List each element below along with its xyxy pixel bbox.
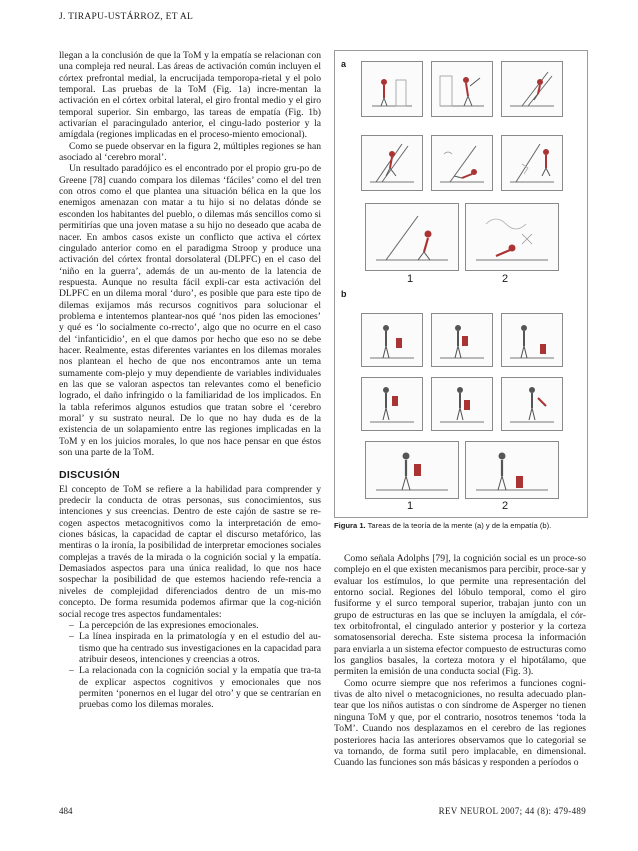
option-label-2: 2 <box>502 500 509 512</box>
page-number: 484 <box>59 806 73 816</box>
tom-answer-frame <box>365 203 459 271</box>
panel-label-b: b <box>341 289 347 299</box>
option-label-1: 1 <box>407 273 414 285</box>
body-paragraph: Un resultado paradójico es el encontrado por el propio gru-po de Greene [78] cuando compara los dilemas ‘fáciles’ como el del tren con otros como el que plantea una situación bélica en la que los enemigos amenazan con matar a tu hijo si no delatas dónde se esconden los habitantes del pueblo, o dilemas más sencillos como si permitirías que una joven matase a su hijo no deseado que acaba de nacer. En ambos casos existe un conflicto que activa el córtex cingulado anterior como en el paradigma Stroop y produce una activación del córtex frontal dorsolateral (DLPFC) en el caso del ‘niño en la guerra’, además de un au-mento de la latencia de respuesta. Aunque no resulta fácil expli-car esta activación del DLPFC en un dilema moral ‘duro’, es posible que para este tipo de dilemas exijamos más recursos cognitivos para solucionar el problema e intentemos plantear-nos qué ‘nos piden las emociones’ y qué es ‘lo socialmente co-rrecto’, algo que no ocurre en el caso del ‘infanticidio’, en el que damos por hecho que eso no se debe hacer. Realmente, estas diferentes variantes en los dilemas morales nos plantean el hecho de que nos encontramos ante un tema sumamente com-plejo y muy dependiente de variables individuales en las que se valoran aspectos tan relevantes como el beneficio logrado, el daño infringido o la familiaridad de los implicados. En la tabla referimos algunos estudios que tratan sobre el ‘cerebro moral’ y su sustrato neural. De lo que no hay duda es de la existencia de un solapamiento entre las regiones implicadas en la ToM y en los juicios morales, lo que nos hace pensar en que éstos son una parte de la ToM. <box>59 163 321 459</box>
body-paragraph: Como señala Adolphs [79], la cognición social es un proce-so complejo en el que existen mecanismos para percibir, proce-sar y evaluar los estímulos, lo que permite una representación del entorno social. Regiones del lóbulo temporal, como el giro fusiforme y el surco temporal superior, trabajan junto con un grupo de estructuras en las que se incluyen la amígdala, el cór-tex orbitofrontal, el cingulado anterior y posterior y la corteza somatosensorial derecha. Este sistema procesa la información para enviarla a un sistema efector compuesto de estructuras como los ganglios basales, la corteza motora y el hipotálamo, que permiten la emisión de una conducta social (Fig. 3). <box>334 553 586 678</box>
figure-caption <box>334 521 586 530</box>
list-item: – La relacionada con la cognición social y la empatía que tra-ta de explicar aspectos cognitivos y emocionales que nos permiten ‘ponernos en el lugar del otro’ y que se centrarían en pruebas como los dilemas morales. <box>69 665 321 710</box>
panel-label-a: a <box>341 59 347 69</box>
body-paragraph: llegan a la conclusión de que la ToM y la empatía se relacionan con una compleja red neural. Las áreas de activación común incluyen el córtex prefrontal medial, la encrucijada temporopa-rietal y el polo temporal. Las pruebas de la ToM (Fig. 1a) incre-mentan la activación en el córtex orbital lateral, el giro frontal medio y el giro temporal superior. Sin embargo, las tareas de empatía (Fig. 1b) activarían el paracingulado anterior, el cingu-lado posterior y la amígdala (regiones implicadas en el proceso-miento emocional). <box>59 50 321 141</box>
tom-frame <box>501 61 563 117</box>
section-heading: DISCUSIÓN <box>59 469 121 482</box>
tom-frame <box>361 135 423 191</box>
right-column <box>334 553 586 769</box>
bullet-list <box>59 620 321 711</box>
empathy-answer-frame <box>465 441 559 499</box>
tom-answer-frame <box>465 203 559 271</box>
tom-frame <box>431 61 493 117</box>
body-paragraph: El concepto de ToM se refiere a la habilidad para comprender y predecir la conducta de otras personas, sus conocimientos, sus intenciones y sus creencias. Dentro de este cajón de sastre se re-cogen aspectos metacognitivos como la interpretación de emo-ciones básicas, la capacidad de captar el discurso metafórico, las mentiras o la ironía, la posibilidad de interpretar emociones sociales complejas a través de la mirada o la cognición social y la empatía. Demasiados aspectos para una única realidad, lo que nos hace sospechar la posibilidad de que estemos haciendo refe-rencia a niveles de complejidad diferenciados dentro de un mis-mo concepto. De forma resumida podemos afirmar que la cog-nición social recoge tres aspectos fundamentales: <box>59 483 321 620</box>
empathy-frame <box>361 313 423 367</box>
empathy-answer-frame <box>365 441 459 499</box>
figure-1 <box>334 50 588 518</box>
tom-frame <box>361 61 423 117</box>
empathy-frame <box>431 313 493 367</box>
empathy-frame <box>501 313 563 367</box>
empathy-frame <box>361 377 423 431</box>
option-label-1: 1 <box>407 500 414 512</box>
list-item: – La línea inspirada en la primatología y en el estudio del au-tismo que ha centrado sus investigaciones en la capacidad para atribuir deseos, intenciones y creencias a otros. <box>69 631 321 665</box>
empathy-frame <box>501 377 563 431</box>
list-item: – La percepción de las expresiones emocionales. <box>69 620 321 631</box>
option-label-2: 2 <box>502 273 509 285</box>
journal-citation: REV NEUROL 2007; 44 (8): 479-489 <box>438 806 586 816</box>
caption-text: Tareas de la teoría de la mente (a) y de la empatía (b). <box>367 521 552 530</box>
tom-frame <box>501 135 563 191</box>
body-paragraph: Como ocurre siempre que nos referimos a funciones cogni-tivas de alto nivel o metacogniciones, no resulta adecuado plan-tear que los niños autistas o con síndrome de Asperger no tienen ninguna ToM y que, por el contrario, nosotros tenemos ‘toda la ToM’. Cuando nos desplazamos en el cerebro de las regiones posteriores hacia las anteriores observamos que lo categorial se va tornando, de forma sutil pero implacable, en dimensional. Cuando las funciones son más básicas y responden a períodos o <box>334 677 586 769</box>
running-head: J. TIRAPU-USTÁRROZ, ET AL <box>59 12 194 22</box>
left-column <box>59 50 321 711</box>
empathy-frame <box>431 377 493 431</box>
body-paragraph: Como se puede observar en la figura 2, múltiples regiones se han asociado al ‘cerebro moral’. <box>59 140 321 164</box>
tom-frame <box>431 135 493 191</box>
caption-label: Figura 1. <box>334 521 366 530</box>
